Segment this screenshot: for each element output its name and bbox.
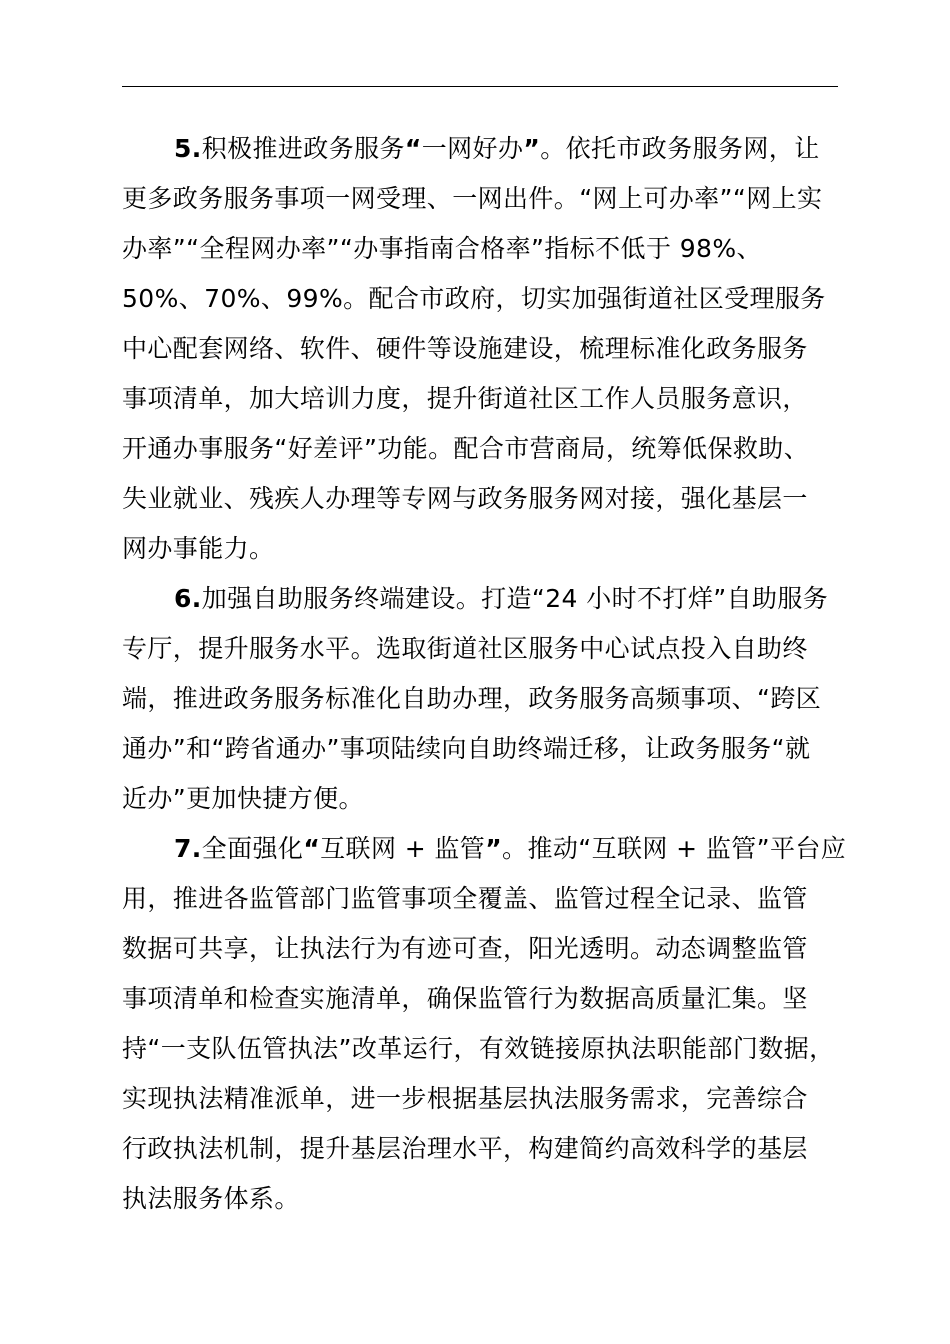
text-line (122, 1124, 862, 1174)
text-run: 专厅，提升服务水平。选取街道社区服务中心试点投入自助终 (122, 634, 808, 663)
paragraph-item-5 (122, 124, 862, 574)
text-run: 用，推进各监管部门监管事项全覆盖、监管过程全记录、监管 (122, 884, 808, 913)
text-run: 网办事能力。 (122, 534, 275, 563)
text-line (122, 524, 862, 574)
text-line (122, 574, 862, 624)
text-line (122, 274, 862, 324)
text-run: 中心配套网络、软件、硬件等设施建设，梳理标准化政务服务 (122, 334, 808, 363)
document-body (122, 124, 862, 1224)
text-line (122, 424, 862, 474)
text-run: “ (303, 834, 321, 863)
text-run: 实现执法精准派单，进一步根据基层执法服务需求，完善综合 (122, 1084, 808, 1113)
text-run: “ (404, 134, 422, 163)
text-run: 50%、70%、99%。配合市政府，切实加强街道社区受理服务 (122, 284, 826, 313)
text-run: 互联网 + 监管 (320, 834, 486, 863)
text-run: 。推动“互联网 + 监管”平台应 (502, 834, 847, 863)
text-run: 更多政务服务事项一网受理、一网出件。“网上可办率”“网上实 (122, 184, 823, 213)
paragraph-item-7 (122, 824, 862, 1224)
text-line (122, 224, 862, 274)
text-line (122, 124, 862, 174)
text-run: 7. (174, 834, 202, 863)
text-line (122, 624, 862, 674)
text-run: 事项清单和检查实施清单，确保监管行为数据高质量汇集。坚 (122, 984, 808, 1013)
text-run: 通办”和“跨省通办”事项陆续向自助终端迁移，让政务服务“就 (122, 734, 811, 763)
text-run: 一网好办 (421, 134, 524, 163)
text-run: 全面强化 (201, 834, 304, 863)
text-run: 近办”更加快捷方便。 (122, 784, 364, 813)
text-line (122, 324, 862, 374)
text-run: 6. (174, 584, 202, 613)
text-run: 积极推进政务服务 (201, 134, 405, 163)
text-line (122, 674, 862, 724)
text-line (122, 474, 862, 524)
text-run: 数据可共享，让执法行为有迹可查，阳光透明。动态调整监管 (122, 934, 808, 963)
text-run: 开通办事服务“好差评”功能。配合市营商局，统筹低保救助、 (122, 434, 810, 463)
text-run: 失业就业、残疾人办理等专网与政务服务网对接，强化基层一 (122, 484, 808, 513)
text-run: ” (485, 834, 503, 863)
text-run: 事项清单，加大培训力度，提升街道社区工作人员服务意识， (122, 384, 808, 413)
header-rule (122, 86, 838, 87)
text-line (122, 1174, 862, 1224)
text-run: 加强自助服务终端建设。打造“24 小时不打烊”自助服务 (201, 584, 829, 613)
text-line (122, 374, 862, 424)
text-line (122, 824, 862, 874)
text-run: 。依托市政务服务网，让 (540, 134, 820, 163)
text-run: 办率”“全程网办率”“办事指南合格率”指标不低于 98%、 (122, 234, 762, 263)
text-line (122, 874, 862, 924)
text-run: 持“一支队伍管执法”改革运行，有效链接原执法职能部门数据， (122, 1034, 835, 1063)
text-line (122, 924, 862, 974)
text-line (122, 1024, 862, 1074)
text-line (122, 1074, 862, 1124)
text-run: 执法服务体系。 (122, 1184, 300, 1213)
text-line (122, 774, 862, 824)
text-line (122, 174, 862, 224)
paragraph-item-6 (122, 574, 862, 824)
text-run: 行政执法机制，提升基层治理水平，构建简约高效科学的基层 (122, 1134, 808, 1163)
text-run: 5. (174, 134, 202, 163)
text-line (122, 724, 862, 774)
text-run: 端，推进政务服务标准化自助办理，政务服务高频事项、“跨区 (122, 684, 822, 713)
text-run: ” (523, 134, 541, 163)
text-line (122, 974, 862, 1024)
